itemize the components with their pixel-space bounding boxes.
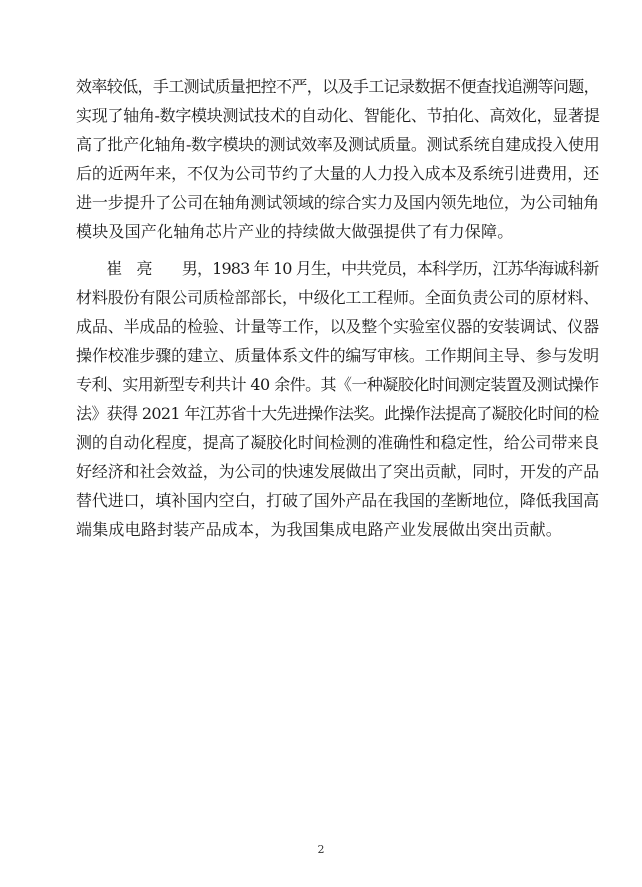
text-line: 操作校准步骤的建立、质量体系文件的编写审核。工作期间主导、参与发明 <box>76 346 600 365</box>
text-line: 法》获得 2021 年江苏省十大先进操作法奖。此操作法提高了凝胶化时间的检 <box>76 404 599 423</box>
paragraph-1 <box>76 72 606 246</box>
text-line: 成品、半成品的检验、计量等工作，以及整个实验室仪器的安装调试、仪器 <box>76 317 600 336</box>
text-line: 进一步提升了公司在轴角测试领域的综合实力及国内领先地位，为公司轴角 <box>76 193 600 212</box>
text-line: 实现了轴角-数字模块测试技术的自动化、智能化、节拍化、高效化，显著提 <box>76 106 600 125</box>
text-line: 后的近两年来，不仅为公司节约了大量的人力投入成本及系统引进费用，还 <box>76 164 600 183</box>
text-line: 端集成电路封装产品成本，为我国集成电路产业发展做出突出贡献。 <box>76 520 563 539</box>
text-line: 专利、实用新型专利共计 40 余件。其《一种凝胶化时间测定装置及测试操作 <box>76 375 599 394</box>
text-line: 崔 亮 男，1983 年 10 月生，中共党员，本科学历，江苏华海诚科新 <box>76 259 599 278</box>
text-line: 效率较低，手工测试质量把控不严，以及手工记录数据不便查找追溯等问题， <box>76 77 600 96</box>
text-line: 材料股份有限公司质检部部长，中级化工工程师。全面负责公司的原材料、 <box>76 288 600 307</box>
text-line: 高了批产化轴角-数字模块的测试效率及测试质量。测试系统自建成投入使用 <box>76 135 600 154</box>
text-line: 模块及国产化轴角芯片产业的持续做大做强提供了有力保障。 <box>76 222 514 241</box>
text-line: 替代进口，填补国内空白，打破了国外产品在我国的垄断地位，降低我国高 <box>76 491 600 510</box>
page-number: 2 <box>317 843 325 856</box>
text-line: 好经济和社会效益，为公司的快速发展做出了突出贡献，同时，开发的产品 <box>76 462 600 481</box>
paragraph-2-cui-liang <box>76 254 606 544</box>
text-line: 测的自动化程度，提高了凝胶化时间检测的准确性和稳定性，给公司带来良 <box>76 433 600 452</box>
